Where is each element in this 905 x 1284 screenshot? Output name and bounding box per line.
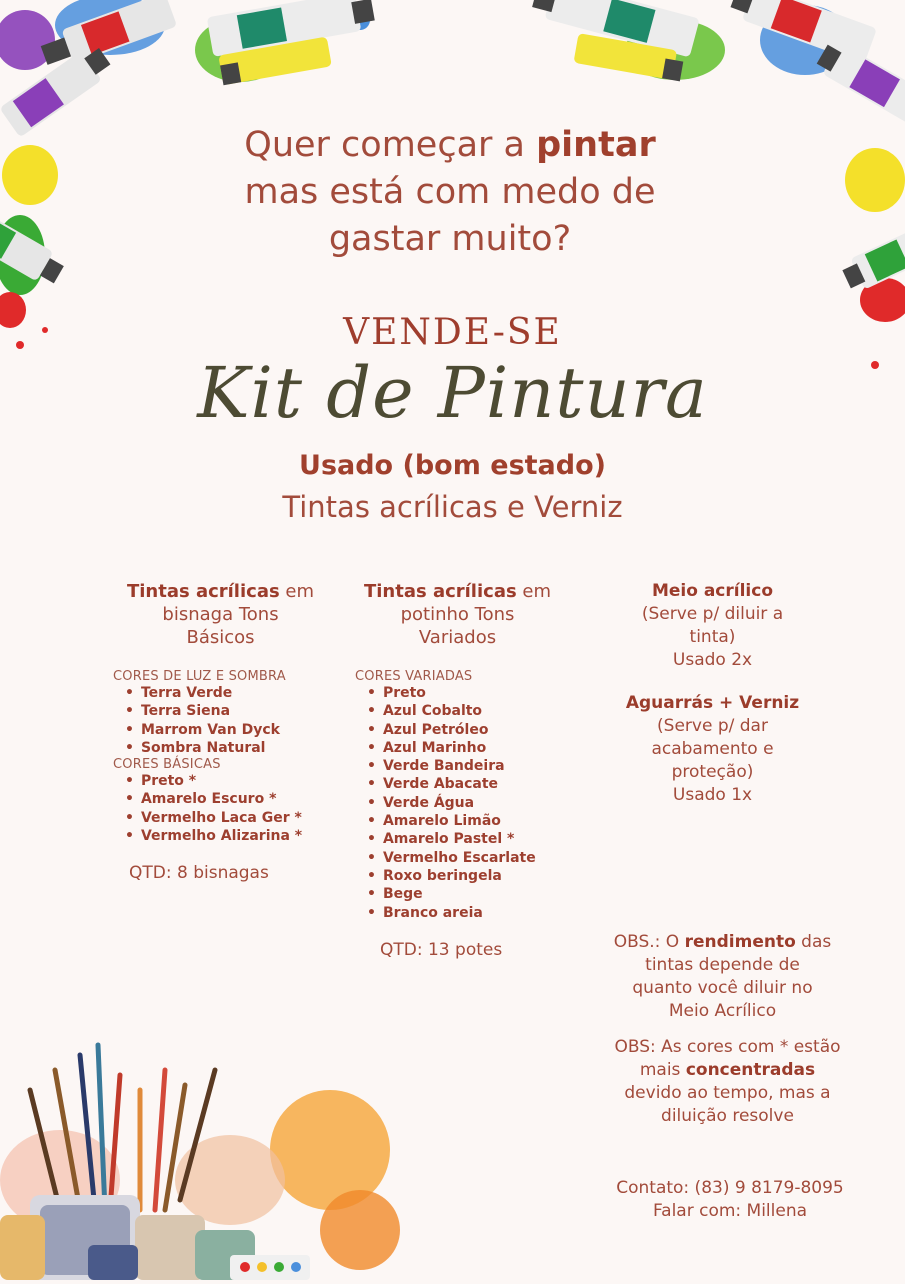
color-list (355, 684, 560, 922)
list-item: • Azul Petróleo (355, 721, 560, 739)
obs-rendimento: OBS.: O rendimento das tintas depende de quanto você diluir no Meio Acrílico (613, 932, 832, 1021)
headline-line-1: Quer começar a pintar (244, 125, 656, 165)
list-item: • Verde Água (355, 794, 560, 812)
column-title: Tintas acrílicas em bisnaga Tons Básicos (126, 581, 315, 648)
headline-line-3: gastar muito? (328, 219, 572, 259)
column-bisnaga (113, 580, 328, 883)
list-item: • Sombra Natural (113, 739, 328, 757)
aguarras-title: Aguarrás + Verniz (625, 693, 800, 713)
contact-block (595, 1177, 865, 1223)
list-item: • Bege (355, 885, 560, 903)
list-item: • Marrom Van Dyck (113, 721, 328, 739)
bottom-left-brushes-decoration (0, 1030, 410, 1280)
headline (150, 122, 750, 263)
meio-title: Meio acrílico (651, 581, 774, 601)
color-list (113, 684, 328, 757)
quantity-label: QTD: 13 potes (380, 939, 503, 960)
headline-line-2: mas está com medo de (244, 172, 656, 212)
obs-concentradas: OBS: As cores com * estão mais concentradas devido ao tempo, mas a diluição resolve (614, 1037, 841, 1126)
section-label: CORES VARIADAS (355, 669, 473, 684)
list-item: • Vermelho Escarlate (355, 849, 560, 867)
list-item: • Vermelho Laca Ger * (113, 809, 328, 827)
list-item: • Azul Marinho (355, 739, 560, 757)
list-item: • Vermelho Alizarina * (113, 827, 328, 845)
column-potinho (355, 580, 560, 960)
subtitle: Tintas acrílicas e Verniz (282, 490, 623, 524)
column-title: Tintas acrílicas em potinho Tons Variados (363, 581, 552, 648)
headline-emphasis: pintar (536, 125, 656, 165)
list-item: • Amarelo Escuro * (113, 790, 328, 808)
condition-label: Usado (bom estado) (299, 450, 606, 481)
paint-tube-icon (180, 0, 380, 90)
contact-name: Falar com: Millena (652, 1201, 808, 1221)
top-center-paint-decoration (180, 0, 380, 90)
list-item: • Azul Cobalto (355, 702, 560, 720)
kit-script-title: Kit de Pintura (197, 352, 708, 434)
list-item: • Terra Verde (113, 684, 328, 702)
list-item: • Verde Bandeira (355, 757, 560, 775)
vende-se-title: VENDE-SE (343, 312, 562, 353)
section-label: CORES BÁSICAS (113, 757, 221, 773)
list-item: • Terra Siena (113, 702, 328, 720)
column-meio-acrilico: Meio acrílico (Serve p/ diluir a tinta) Usado 2x Aguarrás + Verniz (Serve p/ dar acabamento e proteção) Usado 1x (625, 581, 800, 805)
list-item: • Amarelo Limão (355, 812, 560, 830)
contact-phone[interactable]: Contato: (83) 9 8179-8095 (616, 1178, 844, 1198)
list-item: • Preto * (113, 772, 328, 790)
section-label: CORES DE LUZ E SOMBRA (113, 669, 286, 684)
brushes-jar-icon (0, 1030, 410, 1280)
color-list (113, 772, 328, 845)
list-item: • Amarelo Pastel * (355, 830, 560, 848)
list-item: • Branco areia (355, 904, 560, 922)
list-item: • Roxo beringela (355, 867, 560, 885)
quantity-label: QTD: 8 bisnagas (129, 863, 269, 884)
list-item: • Preto (355, 684, 560, 702)
list-item: • Verde Abacate (355, 775, 560, 793)
